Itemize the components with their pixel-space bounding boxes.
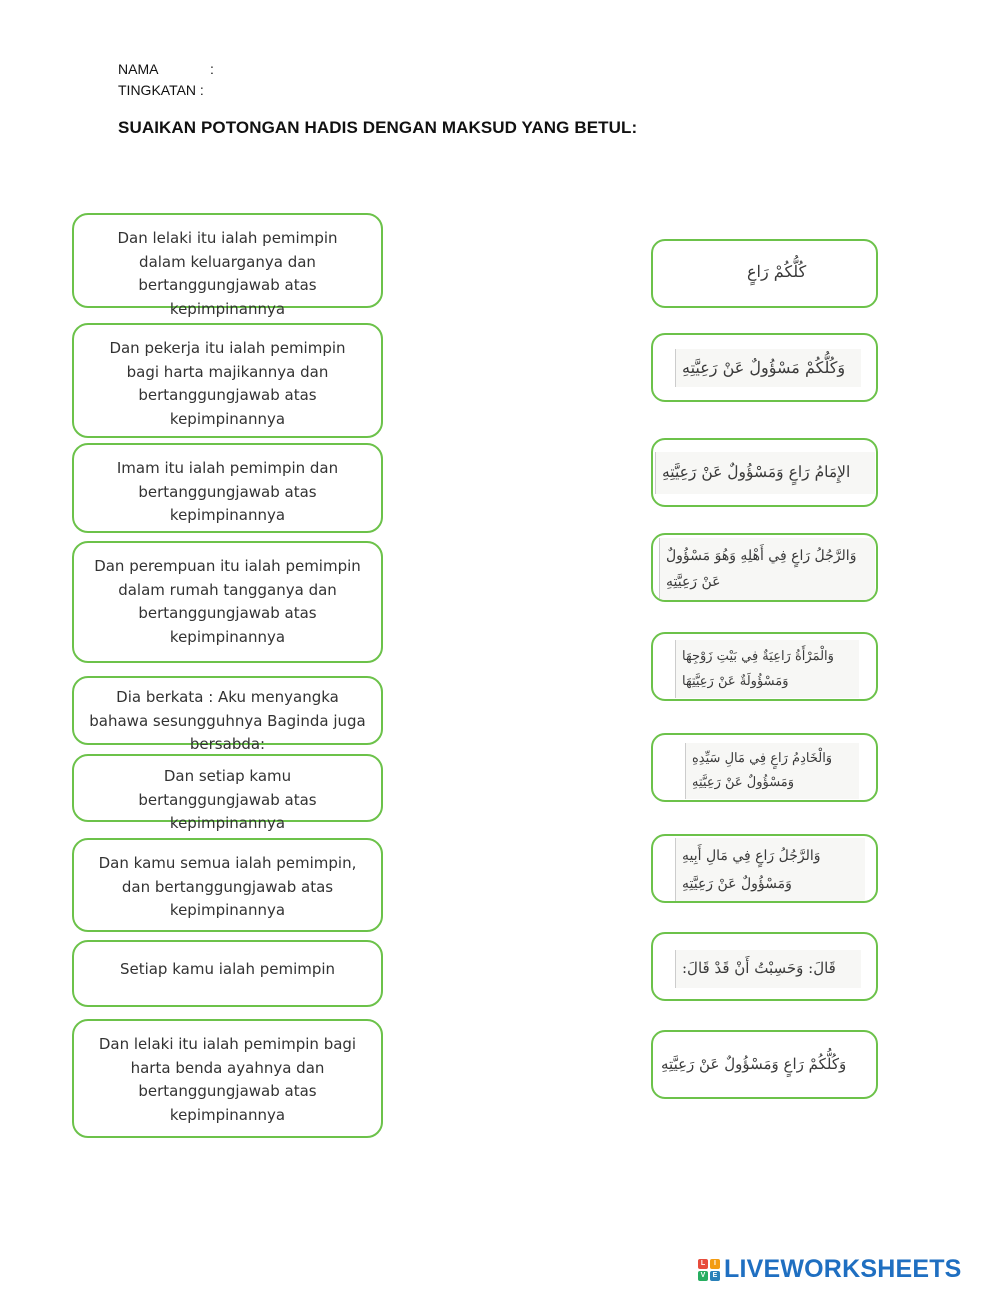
meaning-card[interactable]: [72, 213, 383, 318]
liveworksheets-brand: [698, 1255, 962, 1284]
hadith-card[interactable]: [651, 932, 878, 1001]
hadith-card[interactable]: [651, 733, 878, 802]
meaning-card[interactable]: [72, 754, 383, 832]
meaning-text: Dan pekerja itu ialah pemimpin bagi harta majikannya dan bertanggungjawab atas kepimpinannya: [109, 339, 346, 428]
hadith-card[interactable]: [651, 1030, 878, 1099]
meaning-card[interactable]: [72, 323, 383, 438]
meaning-card[interactable]: [72, 443, 383, 533]
logo-letter: E: [710, 1271, 720, 1281]
meaning-card[interactable]: [72, 541, 383, 663]
meaning-text: Dan lelaki itu ialah pemimpin bagi harta benda ayahnya dan bertanggungjawab atas kepimpinannya: [98, 1035, 357, 1124]
hadith-text: وَالْمَرْأَةُ رَاعِيَةٌ فِي بَيْتِ زَوْجِهَا وَمَسْؤُولَةٌ عَنْ رَعِيَّتِهَا: [675, 640, 859, 698]
logo-letter: L: [698, 1259, 708, 1269]
meaning-text: Dan kamu semua ialah pemimpin, dan bertanggungjawab atas kepimpinannya: [98, 854, 357, 919]
hadith-text: وَكُلُّكُمْ رَاعٍ وَمَسْؤُولٌ عَنْ رَعِيَّتِهِ: [655, 1044, 871, 1086]
hadith-card[interactable]: [651, 239, 878, 308]
hadith-card[interactable]: [651, 333, 878, 402]
meaning-text: Dan perempuan itu ialah pemimpin dalam rumah tangganya dan bertanggungjawab atas kepimpinannya: [94, 557, 361, 646]
meaning-card[interactable]: [72, 838, 383, 932]
meaning-text: Imam itu ialah pemimpin dan bertanggungjawab atas kepimpinannya: [116, 459, 339, 524]
tingkatan-field: [118, 82, 204, 98]
meaning-card[interactable]: [72, 1019, 383, 1138]
hadith-text: كُلُّكُمْ رَاعٍ: [741, 253, 801, 291]
worksheet-title: SUAIKAN POTONGAN HADIS DENGAN MAKSUD YANG BETUL:: [118, 118, 638, 137]
hadith-text: قَالَ: وَحَسِبْتُ أَنْ قَدْ قَالَ:: [675, 950, 861, 988]
nama-colon: :: [210, 61, 214, 77]
logo-letter: V: [698, 1271, 708, 1281]
meaning-text: Setiap kamu ialah pemimpin: [119, 960, 336, 978]
tingkatan-label: TINGKATAN :: [118, 82, 204, 98]
hadith-text: وَالْخَادِمُ رَاعٍ فِي مَالِ سَيِّدِهِ وَمَسْؤُولٌ عَنْ رَعِيَّتِهِ: [685, 743, 859, 799]
hadith-card[interactable]: [651, 438, 878, 507]
meaning-text: Dan lelaki itu ialah pemimpin dalam keluarganya dan bertanggungjawab atas kepimpinannya: [117, 229, 338, 318]
hadith-text: الإِمَامُ رَاعٍ وَمَسْؤُولٌ عَنْ رَعِيَّتِهِ: [655, 452, 875, 494]
hadith-text: وَكُلُّكُمْ مَسْؤُولٌ عَنْ رَعِيَّتِهِ: [675, 349, 861, 387]
hadith-card[interactable]: [651, 834, 878, 903]
nama-label: NAMA: [118, 61, 159, 77]
liveworksheets-logo-icon: [698, 1259, 720, 1281]
hadith-text: وَالرَّجُلُ رَاعٍ فِي أَهْلِهِ وَهُوَ مَسْؤُولٌ عَنْ رَعِيَّتِهِ: [659, 538, 875, 600]
hadith-text: وَالرَّجُلُ رَاعٍ فِي مَالِ أَبِيهِ وَمَسْؤُولٌ عَنْ رَعِيَّتِهِ: [675, 838, 865, 902]
meaning-text: Dia berkata : Aku menyangka bahawa sesungguhnya Baginda juga bersabda:: [89, 688, 366, 753]
meaning-text: Dan setiap kamu bertanggungjawab atas kepimpinannya: [138, 767, 317, 832]
logo-letter: I: [710, 1259, 720, 1269]
brand-name: LIVEWORKSHEETS: [724, 1255, 962, 1283]
meaning-card[interactable]: [72, 940, 383, 1007]
hadith-card[interactable]: [651, 632, 878, 701]
meaning-card[interactable]: [72, 676, 383, 753]
hadith-card[interactable]: [651, 533, 878, 602]
nama-field: [118, 61, 214, 77]
